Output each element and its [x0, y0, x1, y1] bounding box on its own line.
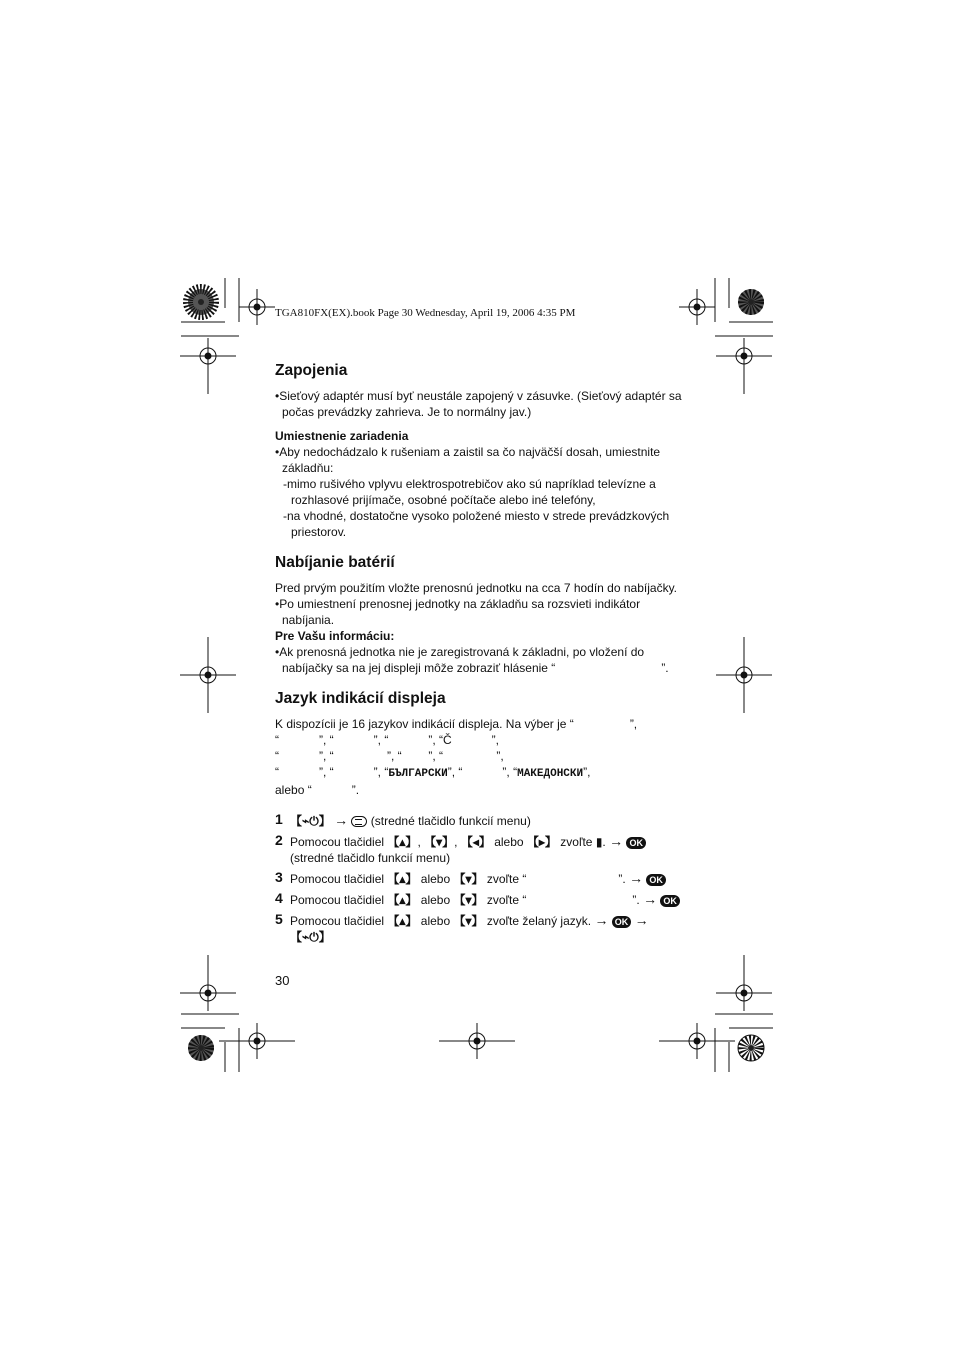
jazyk-line-4: “ ”, “ ”, “БЪЛГАРСКИ”, “ ”, “МАКЕДОНСКИ”,: [275, 765, 591, 780]
page-number: 30: [275, 973, 290, 988]
ok-key-icon: OK: [646, 874, 666, 886]
section-title-jazyk: Jazyk indikácií displeja: [275, 690, 446, 707]
step-4: 4 Pomocou tlačidiel 【▴】 alebo 【▾】 zvoľte “ ”. → OK: [275, 891, 685, 908]
step-2: 2 Pomocou tlačidiel 【▴】, 【▾】, 【◂】 alebo 【▸】 zvoľte ▮. → OK (stredné tlačidlo funkcií menu): [275, 833, 685, 866]
section-title-nabijanie: Nabíjanie batérií: [275, 554, 395, 571]
up-key: 【▴】: [387, 914, 418, 928]
down-key: 【▾】: [453, 914, 484, 928]
ok-key-icon: OK: [612, 916, 632, 928]
zapojenia-dash-2: -na vhodné, dostatočne vysoko položené miesto v strede prevádzkových priestorov.: [283, 509, 670, 539]
up-key: 【▴】: [387, 893, 418, 907]
menu-key-icon: [351, 816, 367, 827]
step-1: 1 【⌁⏻】 → (stredné tlačidlo funkcií menu): [275, 811, 531, 828]
subsection-title-umiestnenie: Umiestnenie zariadenia: [275, 429, 409, 443]
ok-key-icon: OK: [660, 895, 680, 907]
down-key: 【▾】: [453, 893, 484, 907]
off-key: 【⌁⏻】: [290, 930, 331, 944]
jazyk-line-3: “ ”, “ ”, “ ”, “ ”,: [275, 749, 504, 763]
zapojenia-dash-1: -mimo rušivého vplyvu elektrospotrebičov ako sú napríklad televízne a rozhlasové prijímače, osobné počítače alebo iné telefóny,: [283, 477, 656, 507]
book-header: TGA810FX(EX).book Page 30 Wednesday, April 19, 2006 4:35 PM: [275, 307, 576, 319]
left-key: 【◂】: [460, 835, 491, 849]
nabijanie-bullet-1: •Po umiestnení prenosnej jednotky na základňu sa rozsvieti indikátor nabíjania.: [275, 597, 641, 627]
zapojenia-bullet-2: •Aby nedochádzalo k rušeniam a zaistil sa čo najväčší dosah, umiestnite základňu:: [275, 445, 661, 475]
right-key: 【▸】: [526, 835, 557, 849]
arrow-icon: →: [334, 812, 349, 828]
jazyk-line-5: alebo “ ”.: [275, 783, 360, 797]
down-key: 【▾】: [453, 872, 484, 886]
up-key: 【▴】: [387, 835, 418, 849]
info-title: Pre Vašu informáciu:: [275, 629, 395, 643]
ok-key-icon: OK: [626, 837, 646, 849]
jazyk-line-1: K dispozícii je 16 jazykov indikácií displeja. Na výber je “ ”,: [275, 717, 638, 731]
section-title-zapojenia: Zapojenia: [275, 362, 348, 379]
nabijanie-bullet-2: •Ak prenosná jednotka nie je zaregistrovaná k základni, po vložení do nabíjačky sa na jej displeji môže zobraziť hlásenie “ ”.: [275, 645, 669, 675]
jazyk-line-2: “ ”, “ ”, “ ”, “Č ”,: [275, 733, 500, 747]
up-key: 【▴】: [387, 872, 418, 886]
off-key: 【⌁⏻】: [290, 814, 331, 828]
zapojenia-bullet-1: •Sieťový adaptér musí byť neustále zapojený v zásuvke. (Sieťový adaptér sa počas prevádzky zahrieva. Je to normálny jav.): [275, 389, 682, 419]
down-key: 【▾】: [424, 835, 455, 849]
nabijanie-intro: Pred prvým použitím vložte prenosnú jednotku na cca 7 hodín do nabíjačky.: [275, 581, 678, 595]
setting-icon: ▮: [595, 835, 603, 849]
step-3: 3 Pomocou tlačidiel 【▴】 alebo 【▾】 zvoľte “ ”. → OK: [275, 870, 685, 887]
step-5: 5 Pomocou tlačidiel 【▴】 alebo 【▾】 zvoľte želaný jazyk. → OK → 【⌁⏻】: [275, 911, 649, 944]
page-content: [275, 362, 685, 945]
